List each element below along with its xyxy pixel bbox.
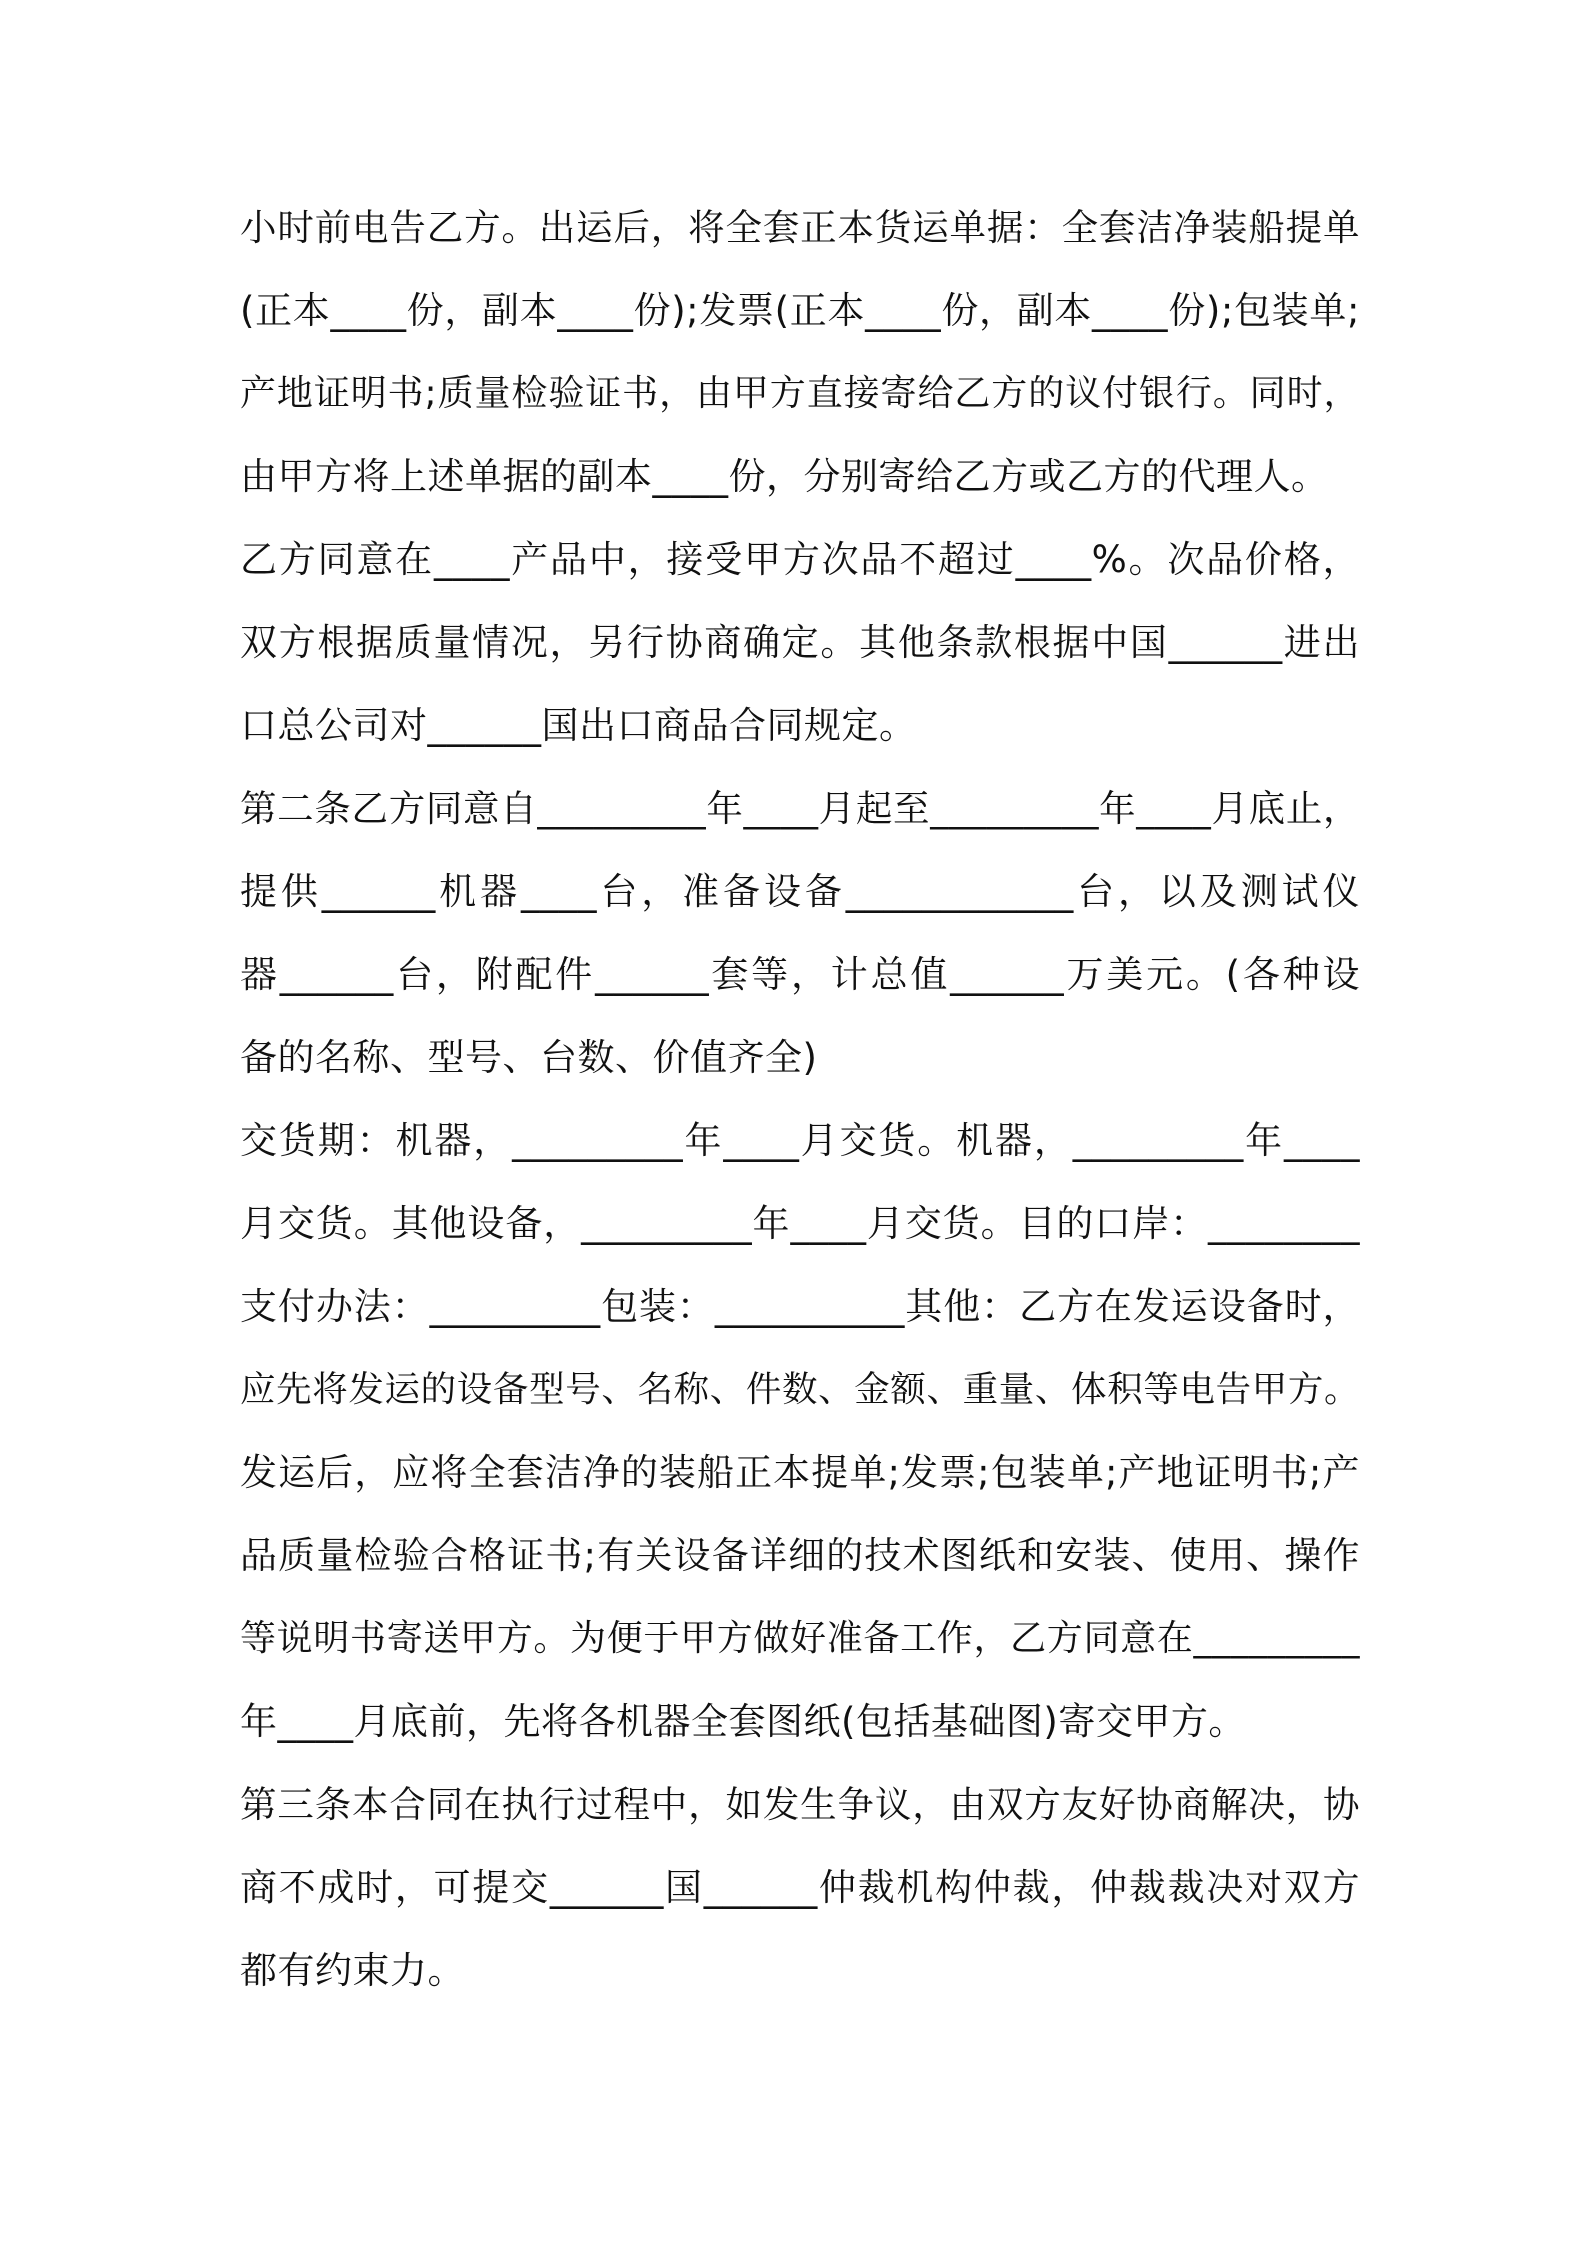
- text-line: 器______台，附配件______套等，计总值______万美元。(各种设: [240, 953, 1360, 996]
- text-line: 由甲方将上述单据的副本____份，分别寄给乙方或乙方的代理人。: [240, 455, 1329, 498]
- text-line: 第三条本合同在执行过程中，如发生争议，由双方友好协商解决，协: [240, 1783, 1360, 1826]
- text-line: 品质量检验合格证书;有关设备详细的技术图纸和安装、使用、操作: [240, 1534, 1360, 1577]
- text-line: 小时前电告乙方。出运后，将全套正本货运单据：全套洁净装船提单: [240, 206, 1360, 249]
- contract-body: [240, 196, 1360, 2022]
- text-line: 支付办法：_________包装：__________其他：乙方在发运设备时，: [240, 1285, 1360, 1328]
- text-line: 月交货。其他设备，_________年____月交货。目的口岸：________: [240, 1202, 1360, 1245]
- text-line: 双方根据质量情况，另行协商确定。其他条款根据中国______进出: [240, 621, 1360, 664]
- text-line: 第二条乙方同意自_________年____月起至_________年____月底止，: [240, 787, 1360, 830]
- text-line: 备的名称、型号、台数、价值齐全): [240, 1036, 818, 1079]
- text-line: 商不成时，可提交______国______仲裁机构仲裁，仲裁裁决对双方: [240, 1866, 1360, 1909]
- text-line: 产地证明书;质量检验证书，由甲方直接寄给乙方的议付银行。同时，: [240, 373, 1360, 414]
- text-line: (正本____份，副本____份);发票(正本____份，副本____份);包装单;: [240, 289, 1360, 332]
- text-line: 乙方同意在____产品中，接受甲方次品不超过____%。次品价格，: [240, 538, 1360, 581]
- text-line: 交货期：机器，_________年____月交货。机器，_________年____: [240, 1119, 1360, 1162]
- text-line: 口总公司对______国出口商品合同规定。: [240, 704, 917, 747]
- text-line: 等说明书寄送甲方。为便于甲方做好准备工作，乙方同意在_________: [240, 1618, 1360, 1659]
- text-line: 提供______机器____台，准备设备____________台，以及测试仪: [240, 870, 1360, 913]
- text-line: 应先将发运的设备型号、名称、件数、金额、重量、体积等电告甲方。: [240, 1369, 1360, 1410]
- text-line: 年____月底前，先将各机器全套图纸(包括基础图)寄交甲方。: [240, 1700, 1246, 1743]
- text-line: 都有约束力。: [240, 1949, 465, 1992]
- text-line: 发运后，应将全套洁净的装船正本提单;发票;包装单;产地证明书;产: [240, 1451, 1360, 1494]
